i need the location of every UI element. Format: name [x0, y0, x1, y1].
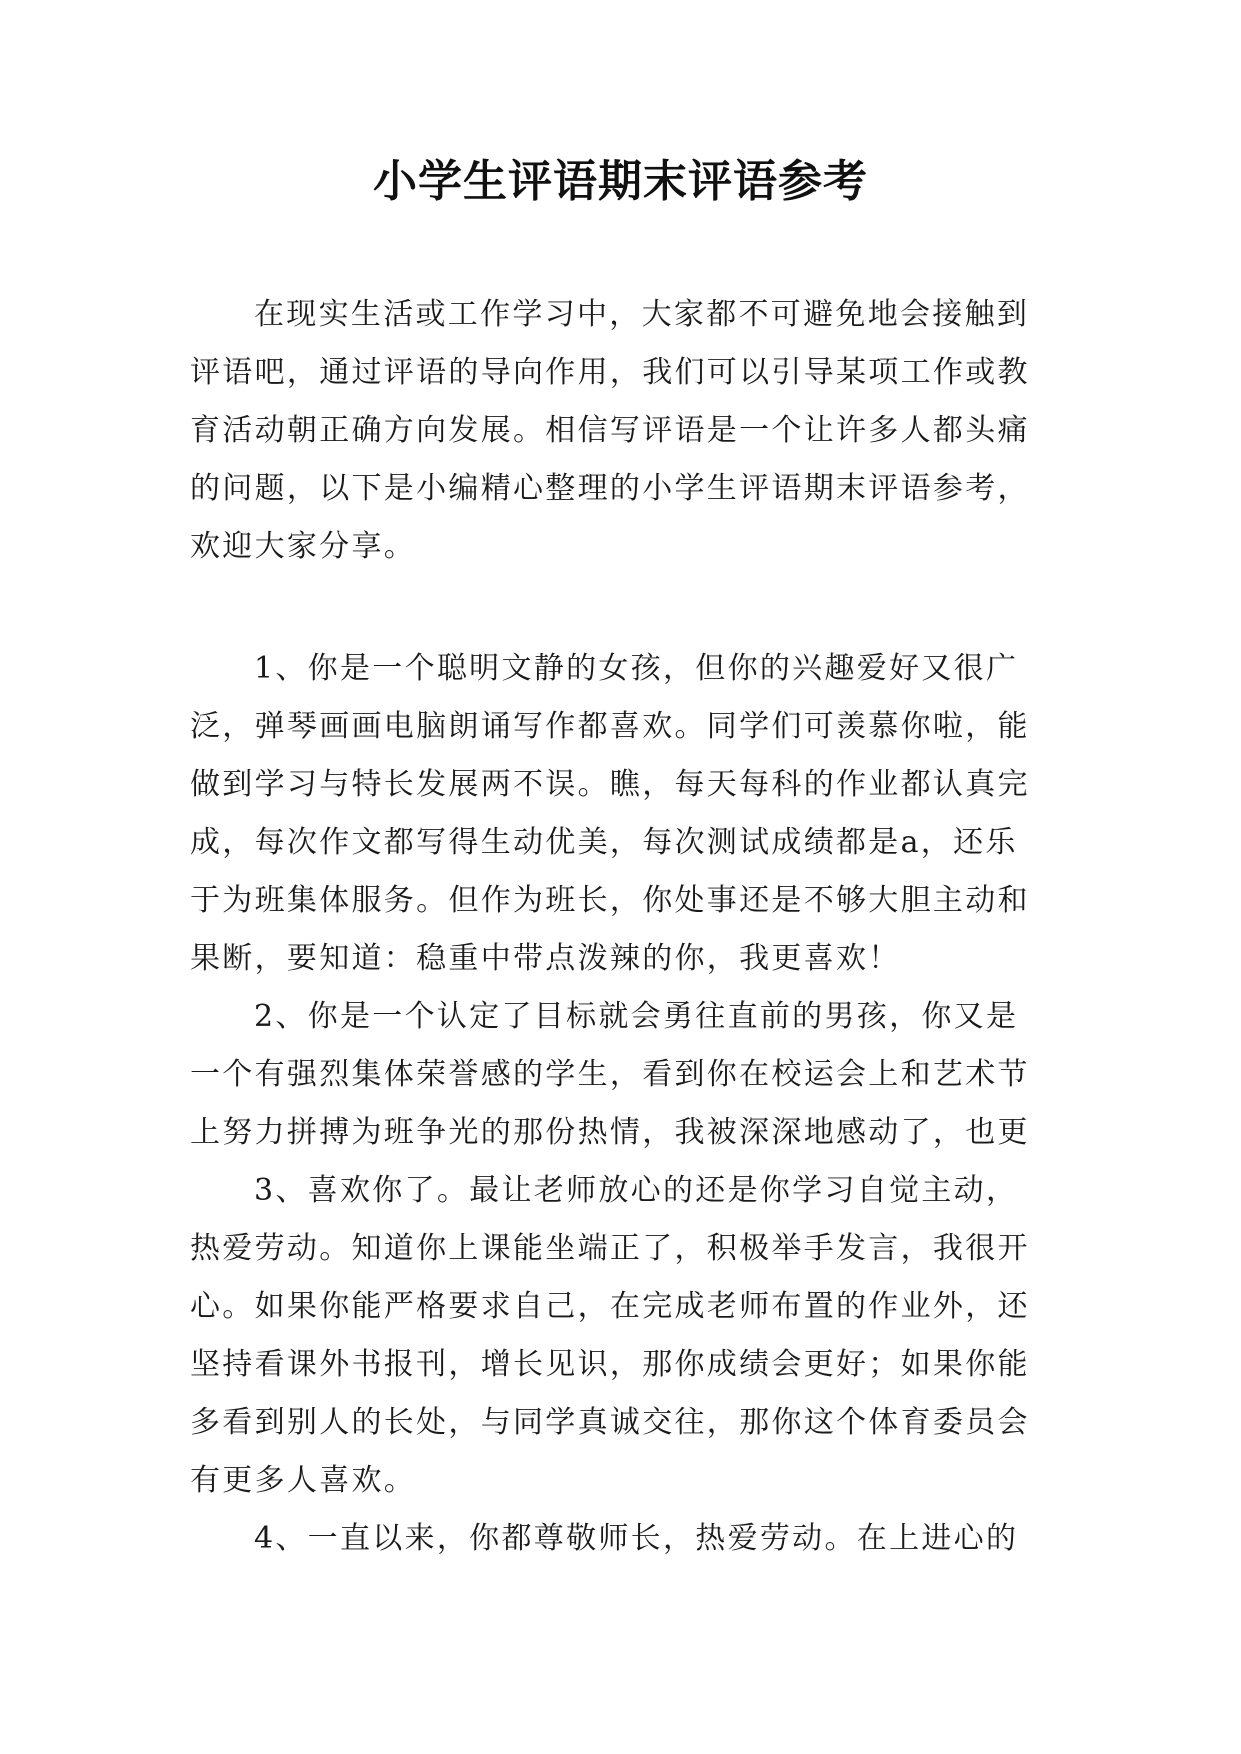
text-line: 2、你是一个认定了目标就会勇往直前的男孩，你又是: [254, 999, 1019, 1034]
text-line: 果断，要知道：稳重中带点泼辣的你，我更喜欢！: [190, 941, 901, 976]
comment-item-1: [190, 640, 1050, 988]
text-line: 评语吧，通过评语的导向作用，我们可以引导某项工作或教: [190, 355, 1030, 390]
text-line: 泛，弹琴画画电脑朗诵写作都喜欢。同学们可羡慕你啦，能: [190, 709, 1030, 744]
comment-item-4: [190, 1510, 1050, 1568]
text-line: 4、一直以来，你都尊敬师长，热爱劳动。在上进心的: [254, 1521, 1019, 1556]
text-line: 育活动朝正确方向发展。相信写评语是一个让许多人都头痛: [190, 413, 1030, 448]
text-line: 在现实生活或工作学习中，大家都不可避免地会接触到: [254, 297, 1030, 332]
text-line: 心。如果你能严格要求自己，在完成老师布置的作业外，还: [190, 1289, 1030, 1324]
text-line: 的问题，以下是小编精心整理的小学生评语期末评语参考，: [190, 471, 1030, 506]
text-line: 热爱劳动。知道你上课能坐端正了，积极举手发言，我很开: [190, 1231, 1030, 1266]
text-line: 有更多人喜欢。: [190, 1463, 417, 1498]
comment-item-2: [190, 988, 1050, 1162]
text-line: 做到学习与特长发展两不误。瞧，每天每科的作业都认真完: [190, 767, 1030, 802]
text-line: 欢迎大家分享。: [190, 529, 417, 564]
text-line: 1、你是一个聪明文静的女孩，但你的兴趣爱好又很广: [254, 651, 1019, 686]
text-line: 成，每次作文都写得生动优美，每次测试成绩都是a，还乐: [190, 825, 1018, 860]
text-line: 于为班集体服务。但作为班长，你处事还是不够大胆主动和: [190, 883, 1030, 918]
comment-list: [190, 640, 1050, 1568]
document-title: 小学生评语期末评语参考: [373, 156, 868, 207]
comment-item-3: [190, 1162, 1050, 1510]
intro-text: [190, 286, 1050, 576]
text-line: 坚持看课外书报刊，增长见识，那你成绩会更好；如果你能: [190, 1347, 1030, 1382]
text-line: 上努力拼搏为班争光的那份热情，我被深深地感动了，也更: [190, 1115, 1030, 1150]
text-line: 一个有强烈集体荣誉感的学生，看到你在校运会上和艺术节: [190, 1057, 1030, 1092]
text-line: 多看到别人的长处，与同学真诚交往，那你这个体育委员会: [190, 1405, 1030, 1440]
intro-paragraph: [190, 286, 1050, 576]
text-line: 3、喜欢你了。最让老师放心的还是你学习自觉主动，: [254, 1173, 1019, 1208]
